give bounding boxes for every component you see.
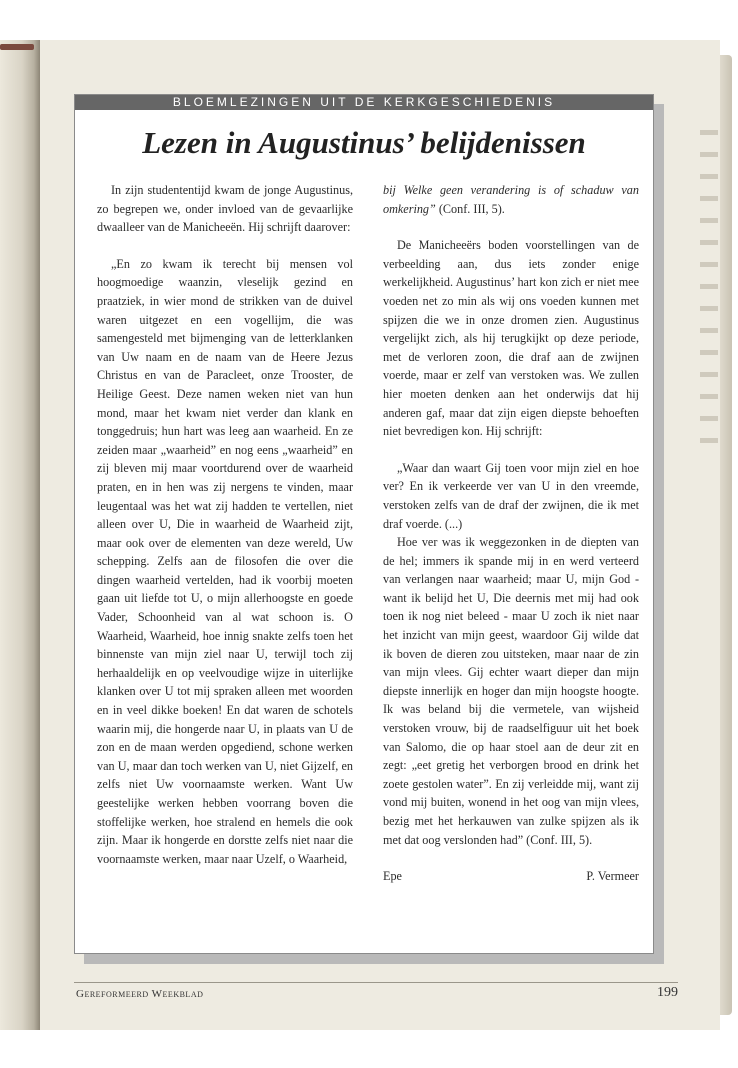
quote-italic: bij Welke geen verandering is of schaduw van omkering” <box>383 183 639 216</box>
signature-line <box>383 867 639 886</box>
quote-paragraph-3: Hoe ver was ik weggezonken in de diepten van de hel; immers ik spande mij in en werd verteerd van verlangen naar waarheid; maar U, mijn God - want ik belijd het U, Die deernis met mij had ook toen ik nog niet beleed - maar U zoch ik niet naar het inzicht van mijn geest, waardoor Gij wilde dat ik boven de dieren zou uitsteken, maar naar de zin van mijn vlees. Gij echter waart dieper dan mijn diepste innerlijk en hoger dan mijn hoogste hoogte. Ik was beland bij die vermetele, van wijsheid verstoken vrouw, bij de raadselfiguur uit het boek van Salomo, die op haar stoel aan de deur zit en zegt: „eet gretig het verborgen brood en drink het zoete gestolen water”. En zij verleidde mij, want zij vond mij buiten, wonend in het oog van mijn vlees, bezig met het herkauwen van zulke spijzen als ik met dat oog verslonden had” (Conf. III, 5). <box>383 535 639 847</box>
page <box>40 40 720 1030</box>
footer-rule <box>74 982 678 983</box>
quote-paragraph-2: „Waar dan waart Gij toen voor mijn ziel en hoe ver? En ik verkeerde ver van U in den vreemde, verstoken zelfs van de draf der zwijnen, die ik met draf voerde. (...) <box>383 460 639 531</box>
quote-continuation <box>383 181 639 218</box>
right-column <box>383 181 639 886</box>
show-through-text <box>696 40 720 1030</box>
place: Epe <box>383 869 402 884</box>
left-column <box>97 181 353 868</box>
quote-paragraph: „En zo kwam ik terecht bij mensen vol hoogmoedige waanzin, vleselijk gezind en praatziek, in wier mond de strikken van de duivel waren uitgezet en een vogellijm, die was samengesteld met bijmenging van de letterklanken van Uw naam en de naam van de Heere Jezus Christus en van de Paracleet, onze Trooster, de Heilige Geest. Deze namen weken niet van hun mond, maar het kwam niet verder dan klank en tonggedruis; hun hart was leeg aan waarheid. En ze zeiden maar „waarheid” en nog eens „waarheid” en zij bleven mij maar voortdurend over de waarheid praten, en in hen was zij nergens te vinden, maar leugentaal was het wat zij hadden te vertellen, niet alleen over U, Die in waarheid de Waarheid zijt, maar ook over de elementen van deze wereld, Uw schepping. Zelfs aan de filosofen die over die dingen waarheid vertelden, had ik voorbij moeten gaan uit liefde tot U, o mijn allerhoogste en goede Vader, Schoonheid van al wat schoon is. O Waarheid, Waarheid, hoe innig snakte zelfs toen het binnenste van mijn ziel naar U, terwijl toch zij herhaaldelijk en op veelvoudige wijze in uiterlijke klanken over U tot mij spraken alleen met woorden en in veel dikke boeken! En dat waren de schotels waarin mij, die hongerde naar U, in plaats van U de zon en de maan werden opgediend, schone werken van U, maar dan toch werken van U, niet Gijzelf, en zelfs niet Uw voornaamste werken. Want Uw geestelijke werken hebben voorrang boven die stoffelijke werken, hoe stralend en hemels die ook zijn. Maar ik hongerde en dorstte zelfs niet naar die voornaamste werken, maar naar Uzelf, o Waarheid, <box>97 256 353 866</box>
article-title: Lezen in Augustinus’ belijdenissen <box>142 125 586 160</box>
commentary-paragraph: De Manicheeërs boden voorstellingen van de verbeelding aan, dus iets zonder enige werkelijkheid. Augustinus’ hart kon zich er niet mee voeden net zo min als wij ons voeden kunnen met spijzen die we in onze dromen zien. Augustinus vergelijkt zich, als hij terugkijkt op deze periode, met de verloren zoon, die draf aan de zwijnen voerde, maar er zelf van verstoken was. We zullen hier moeten denken aan het onderwijs dat hij anderen gaf, maar dat zijn eigen diepste behoeften niet bevredigen kon. Hij schrijft: <box>383 238 639 439</box>
page-number: 199 <box>657 985 678 1000</box>
intro-paragraph: In zijn studententijd kwam de jonge Augustinus, zo begrepen we, onder invloed van de gevaarlijke dwaalleer van de Manicheeën. Hij schrijft daarover: <box>97 183 353 235</box>
publication-name: Gereformeerd Weekblad <box>76 988 204 1000</box>
section-band: BLOEMLEZINGEN UIT DE KERKGESCHIEDENIS <box>75 95 653 110</box>
article-box <box>74 94 654 954</box>
page-edge <box>718 55 732 1015</box>
spine-ribbon <box>0 44 34 50</box>
quote-reference: (Conf. III, 5). <box>435 201 505 216</box>
author: P. Vermeer <box>586 869 639 884</box>
book-binding <box>0 40 40 1030</box>
